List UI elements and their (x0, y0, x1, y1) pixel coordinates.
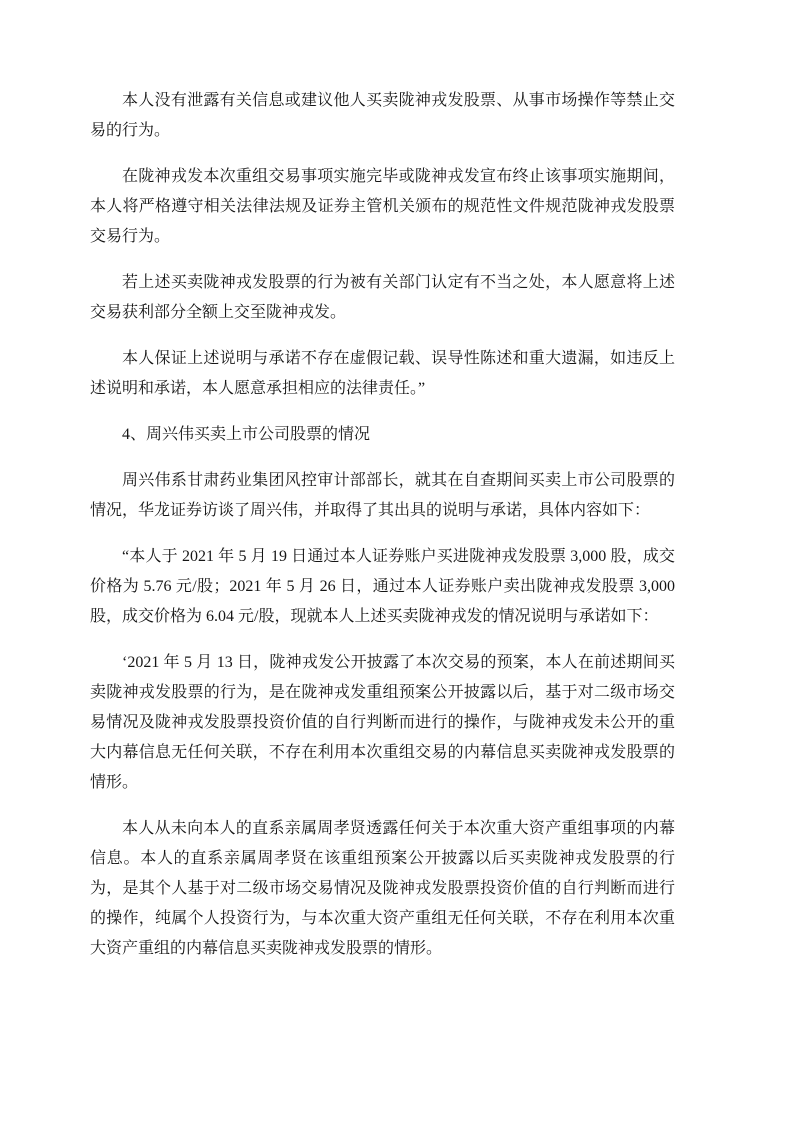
paragraph-trade-details: “本人于 2021 年 5 月 19 日通过本人证券账户买进陇神戎发股票 3,000 股，成交价格为 5.76 元/股；2021 年 5 月 26 日，通过本人证券账户卖出陇神戎发股票 3,000 股，成交价格为 6.04 元/股，现就本人上述买卖陇神戎发的情况说明与承诺如下： (90, 548, 675, 625)
paragraph-relative-zhouxiaoxian-statement: 本人从未向本人的直系亲属周孝贤透露任何关于本次重大资产重组事项的内幕信息。本人的直系亲属周孝贤在该重组预案公开披露以后买卖陇神戎发股票的行为，是其个人基于对二级市场交易情况及陇神戎发股票投资价值的自行判断而进行的操作，纯属个人投资行为，与本次重大资产重组无任何关联，不存在利用本次重大资产重组的内幕信息买卖陇神戎发股票的情形。 (90, 820, 675, 957)
paragraph-compliance-during-restructuring: 在陇神戎发本次重组交易事项实施完毕或陇神戎发宣布终止该事项实施期间，本人将严格遵守相关法律法规及证券主管机关颁布的规范性文件规范陇神戎发股票交易行为。 (90, 168, 675, 245)
paragraph-disclosure-based-trading: ‘2021 年 5 月 13 日，陇神戎发公开披露了本次交易的预案，本人在前述期间买卖陇神戎发股票的行为，是在陇神戎发重组预案公开披露以后，基于对二级市场交易情况及陇神戎发股票投资价值的自行判断而进行的操作，与陇神戎发未公开的重大内幕信息无任何关联，不存在利用本次重组交易的内幕信息买卖陇神戎发股票的情形。 (90, 654, 675, 791)
paragraph-zhouxingwei-intro: 周兴伟系甘肃药业集团风控审计部部长，就其在自查期间买卖上市公司股票的情况，华龙证券访谈了周兴伟，并取得了其出具的说明与承诺，具体内容如下： (90, 472, 675, 519)
paragraph-no-leak-commitment: 本人没有泄露有关信息或建议他人买卖陇神戎发股票、从事市场操作等禁止交易的行为。 (90, 92, 675, 139)
paragraph-guarantee-no-false-records: 本人保证上述说明与承诺不存在虚假记载、误导性陈述和重大遗漏，如违反上述说明和承诺，本人愿意承担相应的法律责任。” (90, 350, 675, 397)
section-heading-4-zhouxingwei-trading: 4、周兴伟买卖上市公司股票的情况 (122, 426, 371, 443)
paragraph-surrender-profits: 若上述买卖陇神戎发股票的行为被有关部门认定有不当之处，本人愿意将上述交易获利部分全额上交至陇神戎发。 (90, 274, 675, 321)
